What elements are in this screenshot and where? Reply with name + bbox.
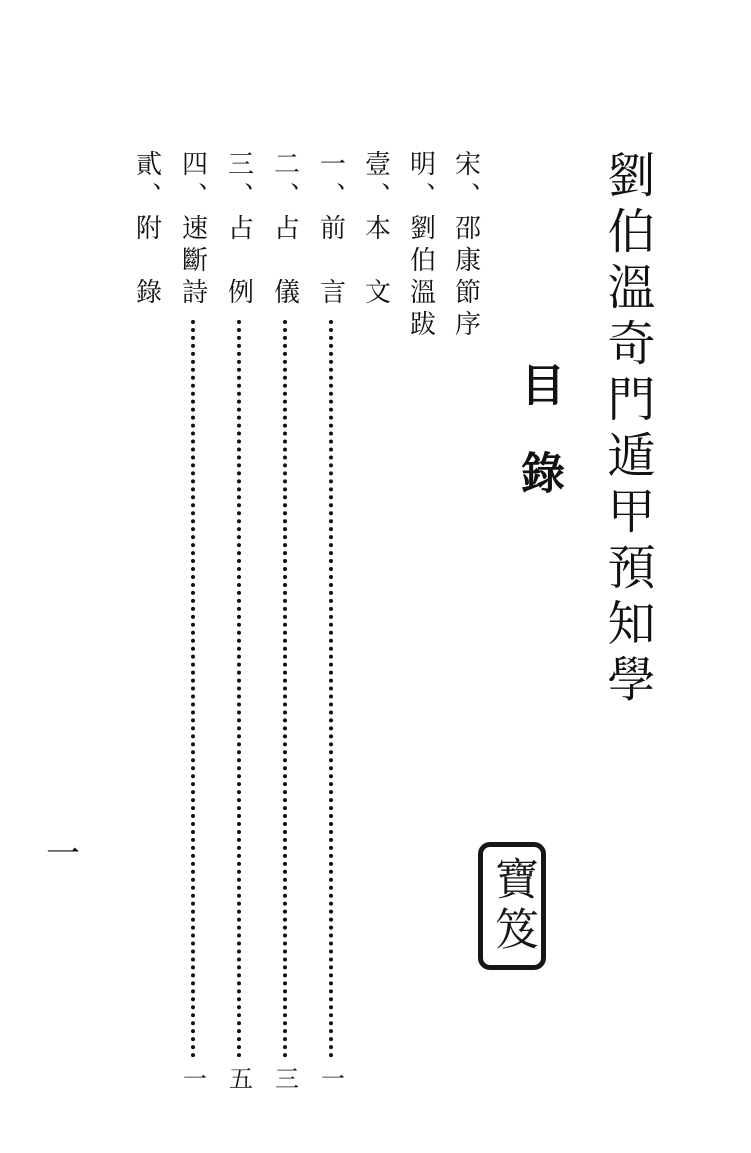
toc-entry-main-text[interactable] xyxy=(361,150,391,1090)
toc-entry-label: 宋、邵康節序 xyxy=(450,150,481,342)
toc-entry-label: 四、速斷詩 xyxy=(177,150,208,310)
toc-entry-divination-ritual[interactable] xyxy=(270,150,300,1090)
page-folio: 一 xyxy=(46,834,80,874)
dotted-leader xyxy=(237,320,241,1058)
dotted-leader xyxy=(329,320,333,1058)
toc-entry-appendix[interactable] xyxy=(132,150,162,1090)
toc-entry-label: 三、占 例 xyxy=(223,150,254,310)
toc-entry-liu-bowen-postscript[interactable] xyxy=(406,150,436,1090)
toc-page-number: 一 xyxy=(178,1066,207,1090)
toc-page-number: 一 xyxy=(316,1066,345,1090)
toc-entry-foreword[interactable] xyxy=(316,150,346,1090)
toc-entry-label: 明、劉伯溫跋 xyxy=(405,150,436,342)
contents-heading: 目錄 xyxy=(513,362,564,538)
toc-page-number: 五 xyxy=(224,1066,253,1090)
dotted-leader xyxy=(191,320,195,1058)
toc-entry-shao-kangjie-preface[interactable] xyxy=(451,150,481,1090)
toc-entry-label: 貳、附 錄 xyxy=(131,150,162,310)
toc-entry-divination-examples[interactable] xyxy=(224,150,254,1090)
toc-entry-label: 二、占 儀 xyxy=(269,150,300,310)
toc-entry-quick-judgment-poems[interactable] xyxy=(178,150,208,1090)
toc-page-number: 三 xyxy=(270,1066,299,1090)
dotted-leader xyxy=(283,320,287,1058)
toc-entry-label: 一、前 言 xyxy=(315,150,346,310)
toc-entry-label: 壹、本 文 xyxy=(360,150,391,310)
seal-stamp xyxy=(478,842,546,970)
seal-text: 寶笈 xyxy=(487,856,538,956)
book-title: 劉伯溫奇門遁甲預知學 xyxy=(599,150,655,710)
